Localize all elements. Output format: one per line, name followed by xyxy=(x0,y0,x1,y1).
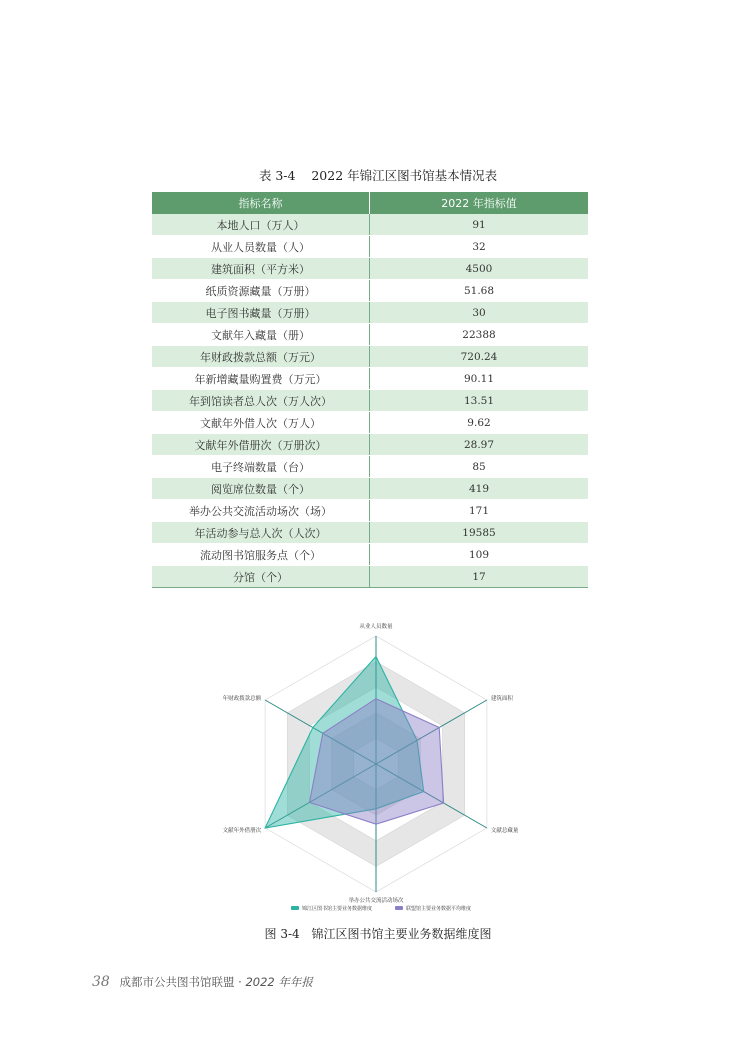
indicator-value-cell: 419 xyxy=(370,478,589,500)
table-row xyxy=(152,434,588,456)
table-row xyxy=(152,390,588,412)
legend-label: 联盟馆主要业务数据平均维度 xyxy=(406,906,472,912)
table-body xyxy=(152,214,588,588)
indicator-value-cell: 720.24 xyxy=(370,346,589,368)
radar-chart xyxy=(205,620,551,920)
indicator-value-cell: 17 xyxy=(370,566,589,588)
footer-separator: · xyxy=(238,975,242,989)
table-row xyxy=(152,302,588,324)
indicator-name-cell: 年财政拨款总额（万元） xyxy=(152,346,370,368)
table-row xyxy=(152,346,588,368)
radar-axis-label: 年财政拨款总额 xyxy=(222,696,262,702)
table-row xyxy=(152,368,588,390)
indicator-name-cell: 分馆（个） xyxy=(152,566,370,588)
radar-axis-label: 从业人员数量 xyxy=(359,624,393,630)
indicator-value-cell: 91 xyxy=(370,214,589,236)
indicator-value-cell: 171 xyxy=(370,500,589,522)
indicator-value-cell: 109 xyxy=(370,544,589,566)
indicator-value-cell: 90.11 xyxy=(370,368,589,390)
legend-swatch xyxy=(395,906,403,910)
indicator-value-cell: 85 xyxy=(370,456,589,478)
indicator-name-cell: 年活动参与总人次（人次） xyxy=(152,522,370,544)
indicator-name-cell: 纸质资源藏量（万册） xyxy=(152,280,370,302)
indicator-value-cell: 19585 xyxy=(370,522,589,544)
radar-axis-label: 文献总藏量 xyxy=(490,828,519,834)
table-caption xyxy=(0,166,756,184)
header-indicator-value: 2022 年指标值 xyxy=(370,192,589,214)
table-header-row xyxy=(152,192,588,214)
indicator-name-cell: 流动图书馆服务点（个） xyxy=(152,544,370,566)
radar-axis-label: 举办公共交流活动场次 xyxy=(348,898,404,904)
indicator-name-cell: 阅览席位数量（个） xyxy=(152,478,370,500)
figure-number: 图 3-4 xyxy=(264,927,300,941)
indicator-name-cell: 文献年入藏量（册） xyxy=(152,324,370,346)
indicator-name-cell: 文献年外借册次（万册次） xyxy=(152,434,370,456)
indicator-value-cell: 22388 xyxy=(370,324,589,346)
indicator-value-cell: 30 xyxy=(370,302,589,324)
figure-caption xyxy=(0,925,756,942)
radar-axis-label: 文献年外借册次 xyxy=(222,828,262,834)
table-caption-text: 2022 年锦江区图书馆基本情况表 xyxy=(311,168,498,183)
indicator-name-cell: 电子图书藏量（万册） xyxy=(152,302,370,324)
table-row xyxy=(152,412,588,434)
table-row xyxy=(152,566,588,588)
table-row xyxy=(152,236,588,258)
table-row xyxy=(152,280,588,302)
table-caption-number: 表 3-4 xyxy=(258,168,296,183)
indicator-value-cell: 51.68 xyxy=(370,280,589,302)
indicator-name-cell: 文献年外借人次（万人） xyxy=(152,412,370,434)
indicator-value-cell: 4500 xyxy=(370,258,589,280)
table-row xyxy=(152,258,588,280)
indicator-value-cell: 13.51 xyxy=(370,390,589,412)
library-stats-table xyxy=(152,192,588,588)
indicator-name-cell: 本地人口（万人） xyxy=(152,214,370,236)
figure-caption-text: 锦江区图书馆主要业务数据维度图 xyxy=(311,927,492,941)
indicator-name-cell: 建筑面积（平方米） xyxy=(152,258,370,280)
table-row xyxy=(152,522,588,544)
table-row xyxy=(152,478,588,500)
indicator-name-cell: 年到馆读者总人次（万人次） xyxy=(152,390,370,412)
page-number: 38 xyxy=(92,974,110,990)
page-footer xyxy=(92,974,313,990)
table-row xyxy=(152,500,588,522)
radar-axis-label: 建筑面积 xyxy=(490,696,513,702)
table-row xyxy=(152,456,588,478)
indicator-name-cell: 举办公共交流活动场次（场） xyxy=(152,500,370,522)
table-row xyxy=(152,324,588,346)
footer-org: 成都市公共图书馆联盟 xyxy=(119,975,235,989)
legend-label: 锦江区图书馆主要业务数据维度 xyxy=(302,906,373,912)
legend-swatch xyxy=(291,906,299,910)
indicator-name-cell: 从业人员数量（人） xyxy=(152,236,370,258)
indicator-value-cell: 32 xyxy=(370,236,589,258)
header-indicator-name: 指标名称 xyxy=(152,192,370,214)
indicator-value-cell: 9.62 xyxy=(370,412,589,434)
table-row xyxy=(152,544,588,566)
indicator-name-cell: 电子终端数量（台） xyxy=(152,456,370,478)
indicator-value-cell: 28.97 xyxy=(370,434,589,456)
indicator-name-cell: 年新增藏量购置费（万元） xyxy=(152,368,370,390)
table-row xyxy=(152,214,588,236)
footer-year: 2022 年年报 xyxy=(245,975,313,989)
